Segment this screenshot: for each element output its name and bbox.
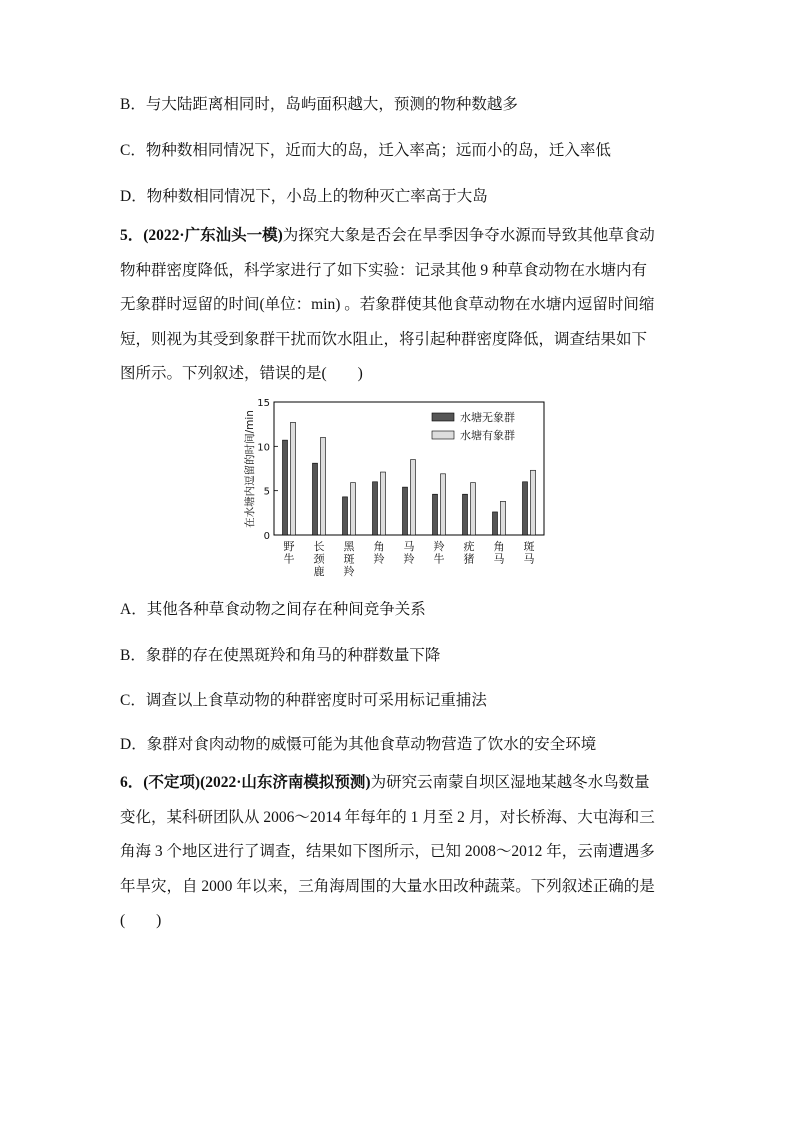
question-6-source: (不定项)(2022·山东济南模拟预测) bbox=[143, 774, 371, 791]
question-6-line-5: ( ) bbox=[120, 912, 162, 929]
bar-no-elephant bbox=[313, 463, 318, 535]
x-tick-label: 马羚 bbox=[403, 540, 415, 566]
question-5-text: 为探究大象是否会在旱季因争夺水源而导致其他草食动 bbox=[282, 227, 655, 244]
x-tick-label: 角马 bbox=[493, 540, 505, 566]
y-tick-label: 5 bbox=[263, 486, 270, 498]
prev-option-d: D．物种数相同情况下，小岛上的物种灭亡率高于大岛 bbox=[120, 188, 488, 205]
question-5-line-2: 物种群密度降低，科学家进行了如下实验：记录其他 9 种草食动物在水塘内有 bbox=[120, 261, 648, 279]
legend-swatch-no-elephant bbox=[432, 413, 454, 421]
x-tick-label: 疣猪 bbox=[463, 540, 475, 566]
question-5-number: 5． bbox=[120, 227, 144, 244]
question-6-line-3: 角海 3 个地区进行了调查，结果如下图所示，已知 2008～2012 年，云南遭遇多 bbox=[120, 843, 655, 860]
legend-swatch-with-elephant bbox=[432, 431, 454, 439]
y-tick-label: 15 bbox=[257, 398, 270, 409]
bar-no-elephant bbox=[283, 440, 288, 535]
question-5-line-4: 短，则视为其受到象群干扰而饮水阻止，将引起种群密度降低，调查结果如下 bbox=[120, 330, 648, 348]
x-tick-label: 黑斑羚 bbox=[343, 540, 355, 578]
x-axis-labels bbox=[284, 539, 535, 578]
question-6-line-1 bbox=[120, 766, 680, 801]
legend-label-with-elephant: 水塘有象群 bbox=[460, 429, 515, 442]
question-5-option-c: C．调查以上食草动物的种群密度时可采用标记重捕法 bbox=[120, 692, 487, 709]
question-6-stem bbox=[120, 766, 680, 939]
question-5-option-a: A．其他各种草食动物之间存在种间竞争关系 bbox=[120, 601, 426, 618]
question-5-option-d: D．象群对食肉动物的威慑可能为其他食草动物营造了饮水的安全环境 bbox=[120, 736, 597, 753]
question-5-stem bbox=[120, 219, 680, 392]
legend-label-no-elephant: 水塘无象群 bbox=[460, 411, 515, 424]
question-6-line-4: 年旱灾，自 2000 年以来，三角海周围的大量水田改种蔬菜。下列叙述正确的是 bbox=[120, 877, 655, 895]
y-tick-label: 10 bbox=[257, 442, 270, 454]
y-axis bbox=[257, 398, 278, 542]
bar-with-elephant bbox=[471, 483, 476, 535]
prev-option-c: C．物种数相同情况下，近而大的岛，迁入率高；远而小的岛，迁入率低 bbox=[120, 142, 611, 159]
bar-with-elephant bbox=[381, 472, 386, 535]
y-tick-label: 0 bbox=[263, 531, 270, 542]
question-5-line-3: 无象群时逗留的时间(单位：min) 。若象群使其他食草动物在水塘内逗留时间缩 bbox=[120, 296, 655, 313]
bar-with-elephant bbox=[351, 483, 356, 535]
y-axis-label: 在水塘内逗留的时间/min bbox=[244, 410, 256, 528]
x-tick-label: 长颈鹿 bbox=[313, 540, 325, 578]
bar-with-elephant bbox=[441, 474, 446, 535]
x-tick-label: 斑马 bbox=[523, 540, 535, 566]
bar-no-elephant bbox=[433, 494, 438, 535]
bar-no-elephant bbox=[463, 494, 468, 535]
bar-with-elephant bbox=[531, 470, 536, 535]
question-5-line-1 bbox=[120, 219, 680, 254]
question-6-text: 为研究云南蒙自坝区湿地某越冬水鸟数量 bbox=[370, 774, 650, 791]
question-6-line-2: 变化，某科研团队从 2006～2014 年每年的 1 月至 2 月，对长桥海、大屯海和三 bbox=[120, 808, 655, 826]
prev-option-b: B．与大陆距离相同时，岛屿面积越大，预测的物种数越多 bbox=[120, 96, 518, 113]
question-5-option-b: B．象群的存在使黑斑羚和角马的种群数量下降 bbox=[120, 647, 441, 664]
x-tick-label: 羚牛 bbox=[433, 540, 445, 566]
bar-with-elephant bbox=[501, 501, 506, 535]
bar-chart bbox=[240, 393, 550, 578]
bar-no-elephant bbox=[493, 512, 498, 535]
question-5-line-5: 图所示。下列叙述，错误的是( ) bbox=[120, 365, 363, 382]
bar-no-elephant bbox=[373, 482, 378, 535]
x-tick-label: 野牛 bbox=[283, 540, 295, 566]
bar-with-elephant bbox=[411, 460, 416, 535]
question-5-source: (2022·广东汕头一模) bbox=[143, 227, 283, 244]
legend bbox=[432, 410, 515, 442]
question-6-number: 6． bbox=[120, 774, 144, 791]
bar-with-elephant bbox=[291, 422, 296, 535]
bar-no-elephant bbox=[343, 497, 348, 535]
bar-with-elephant bbox=[321, 437, 326, 535]
bar-no-elephant bbox=[403, 487, 408, 535]
x-tick-label: 角羚 bbox=[373, 540, 385, 566]
bar-no-elephant bbox=[523, 482, 528, 535]
